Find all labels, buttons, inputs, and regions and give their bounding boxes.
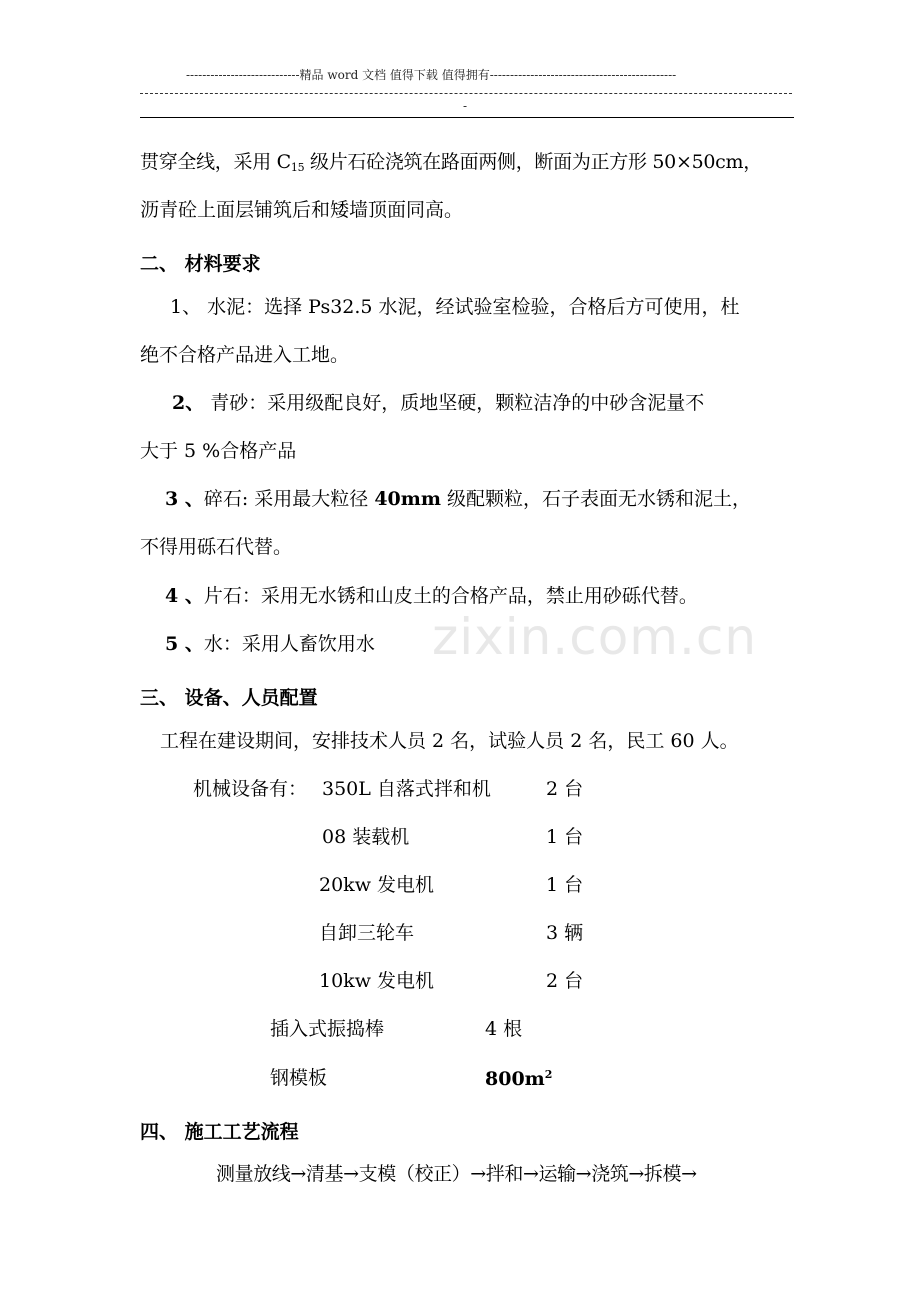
equipment-qty-steel: [485, 1069, 552, 1089]
intro-line-1-b: 级片石砼浇筑在路面两侧，断面为正方形 50×50cm，: [304, 151, 762, 173]
material-gravel-line-2: 不得用砾石代替。: [140, 536, 293, 558]
equipment-name: 自卸三轮车: [319, 922, 415, 944]
steel-formwork-unit-sup: 2: [544, 1068, 553, 1081]
equipment-qty: 1 台: [546, 826, 584, 848]
header-banner: ----------------------------精品 word 文档 值得下载 值得拥有----------------------------------------------: [186, 68, 677, 82]
material-stone-line: [165, 587, 698, 606]
equipment-name: 350L 自落式拌和机: [322, 778, 491, 800]
equipment-name: 钢模板: [270, 1067, 328, 1089]
material-gravel-text-a: 碎石: 采用最大粒径: [203, 488, 375, 510]
header-dash-divider: [140, 93, 792, 94]
material-gravel-text-b: 级配颗粒，石子表面无水锈和泥土，: [440, 488, 752, 510]
material-gravel-size: 40mm: [374, 488, 441, 510]
process-flow: 测量放线→清基→支模（校正）→拌和→运输→浇筑→拆模→: [216, 1163, 697, 1185]
staff-line: 工程在建设期间，安排技术人员 2 名，试验人员 2 名，民工 60 人。: [160, 730, 739, 752]
material-water-line: [165, 635, 375, 654]
header-rule: [140, 117, 794, 118]
equipment-qty: 2 台: [546, 970, 584, 992]
equipment-qty: 1 台: [546, 874, 584, 896]
equipment-label: 机械设备有：: [193, 778, 308, 800]
intro-line-2: 沥青砼上面层铺筑后和矮墙顶面同高。: [140, 199, 464, 221]
material-stone-text: 片石：采用无水锈和山皮土的合格产品，禁止用砂砾代替。: [203, 585, 698, 607]
material-water-text: 水：采用人畜饮用水: [203, 633, 375, 655]
equipment-name: 08 装载机: [322, 826, 410, 848]
equipment-qty: 2 台: [546, 778, 584, 800]
intro-line-1-subscript: 15: [290, 161, 305, 174]
equipment-name: 20kw 发电机: [319, 874, 434, 896]
section-2-heading: 二、 材料要求: [140, 253, 261, 275]
section-4-heading: 四、 施工工艺流程: [140, 1121, 299, 1143]
material-sand-text: 青砂：采用级配良好，质地坚硬，颗粒洁净的中砂含泥量不: [204, 392, 705, 414]
equipment-qty: 3 辆: [546, 922, 584, 944]
steel-formwork-amount: 800m: [485, 1068, 545, 1090]
material-gravel-line-1: [165, 490, 751, 509]
material-cement-line-2: 绝不合格产品进入工地。: [140, 344, 350, 366]
equipment-name: 10kw 发电机: [319, 970, 434, 992]
watermark: zixin.com.cn: [432, 608, 758, 666]
header-dash-tail: -: [463, 99, 468, 113]
section-3-heading: 三、 设备、人员配置: [140, 687, 318, 709]
material-stone-number: 4 、: [165, 585, 204, 607]
intro-line-1-a: 贯穿全线，采用 C: [140, 151, 291, 173]
material-sand-line-2: 大于 5 %合格产品: [140, 440, 297, 462]
material-cement-line-1: 1、 水泥：选择 Ps32.5 水泥，经试验室检验，合格后方可使用，杜: [170, 296, 740, 318]
equipment-name: 插入式振捣棒: [270, 1018, 385, 1040]
material-gravel-number: 3 、: [165, 488, 204, 510]
material-water-number: 5 、: [165, 633, 204, 655]
intro-line-1: [140, 153, 762, 173]
equipment-qty: 4 根: [485, 1018, 523, 1040]
material-sand-line-1: [172, 394, 704, 413]
material-sand-number: 2、: [172, 392, 205, 414]
